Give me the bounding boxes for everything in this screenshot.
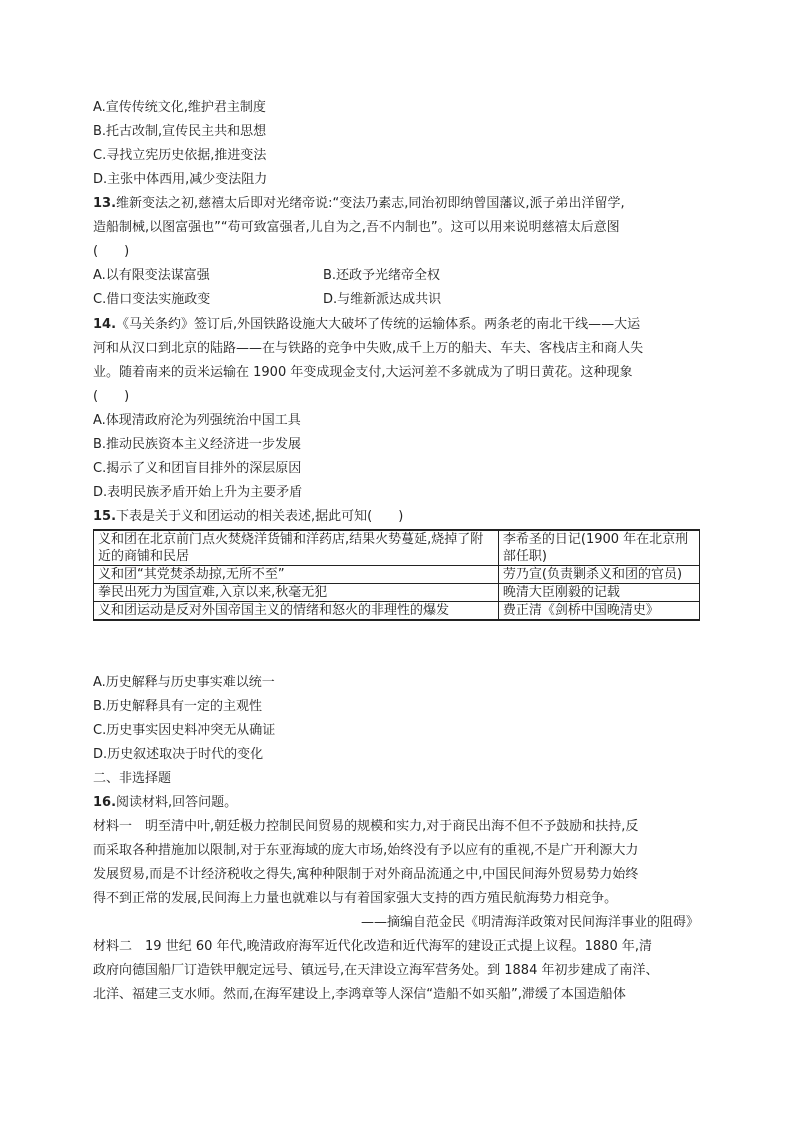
- table-row: [94, 584, 700, 602]
- material-1-label: 材料一: [93, 819, 133, 834]
- table-row: [94, 602, 700, 621]
- q15-option-b: B.历史解释具有一定的主观性: [93, 699, 263, 714]
- q14-stem-line2: 河和从汉口到北京的陆路——在与铁路的竞争中失败,成千上万的船夫、车夫、客栈店主和商人失: [93, 341, 644, 356]
- q14-answer-paren: ( ): [93, 389, 130, 404]
- q15-number: 15.: [93, 509, 117, 524]
- q13-number: 13.: [93, 196, 117, 211]
- material-1-source: ——摘编自范金民《明清海洋政策对民间海洋事业的阻碍》: [360, 915, 699, 930]
- q16-stem-text: 阅读材料,回答问题。: [116, 795, 238, 810]
- material-1-text: 明至清中叶,朝廷极力控制民间贸易的规模和实力,对于商民出海不但不予鼓励和扶持,反: [145, 819, 639, 834]
- table-cell-statement: 义和团“其党焚杀劫掠,无所不至”: [94, 566, 499, 584]
- q14-option-c: C.揭示了义和团盲目排外的深层原因: [93, 461, 302, 476]
- material-2-line3: 北洋、福建三支水师。然而,在海军建设上,李鸿章等人深信“造船不如买船”,滞缓了本国造船体: [93, 987, 626, 1002]
- q12-option-a: A.宣传传统文化,维护君主制度: [93, 100, 266, 115]
- q13-option-d: D.与维新派达成共识: [323, 292, 442, 307]
- table-cell-source: 李希圣的日记(1900 年在北京刑部任职): [498, 530, 699, 566]
- q14-stem-line3: 业。随着南来的贡米运输在 1900 年变成现金支付,大运河差不多就成为了明日黄花。这种现象: [93, 365, 633, 380]
- q14-stem-line1: [93, 313, 640, 337]
- q15-option-d: D.历史叙述取决于时代的变化: [93, 747, 264, 762]
- table-row: [94, 530, 700, 566]
- q13-option-b: B.还政予光绪帝全权: [323, 268, 441, 283]
- q14-option-d: D.表明民族矛盾开始上升为主要矛盾: [93, 485, 303, 500]
- q14-option-b: B.推动民族资本主义经济进一步发展: [93, 437, 302, 452]
- q16-number: 16.: [93, 795, 117, 810]
- q15-source-table: [93, 529, 700, 621]
- material-1-line4: 得不到正常的发展,民间海上力量也就难以与有着国家强大支持的西方殖民航海势力相竞争。: [93, 891, 618, 906]
- q12-option-d: D.主张中体西用,减少变法阻力: [93, 172, 268, 187]
- q13-option-c: C.借口变法实施政变: [93, 292, 211, 307]
- material-2-text: 19 世纪 60 年代,晚清政府海军近代化改造和近代海军的建设正式提上议程。1880 年,清: [145, 939, 652, 954]
- q14-stem-text: 《马关条约》签订后,外国铁路设施大大破坏了传统的运输体系。两条老的南北干线——大运: [116, 317, 641, 332]
- q12-option-c: C.寻找立宪历史依据,推进变法: [93, 148, 267, 163]
- q15-stem-text: 下表是关于义和团运动的相关表述,据此可知( ): [116, 509, 404, 524]
- table-cell-source: 晚清大臣刚毅的记载: [498, 584, 699, 602]
- q14-option-a: A.体现清政府沦为列强统治中国工具: [93, 413, 301, 428]
- table-cell-source: 劳乃宣(负责剿杀义和团的官员): [498, 566, 699, 584]
- material-2-line1: [93, 935, 652, 959]
- material-2-line2: 政府向德国船厂订造铁甲舰定远号、镇远号,在天津设立海军营务处。到 1884 年初步建成了南洋、: [93, 963, 659, 978]
- q12-option-b: B.托古改制,宣传民主共和思想: [93, 124, 267, 139]
- q13-answer-paren: ( ): [93, 244, 130, 259]
- table-cell-statement: 义和团运动是反对外国帝国主义的情绪和怒火的非理性的爆发: [94, 602, 499, 621]
- table-cell-statement: 义和团在北京前门点火焚烧洋货铺和洋药店,结果火势蔓延,烧掉了附近的商铺和民居: [94, 530, 499, 566]
- section-heading: 二、非选择题: [93, 771, 172, 786]
- q14-number: 14.: [93, 317, 117, 332]
- q13-stem-line2: 造船制械,以图富强也”“苟可致富强者,儿自为之,吾不内制也”。这可以用来说明慈禧太后意图: [93, 220, 620, 235]
- material-1-line1: [93, 815, 638, 839]
- material-1-line3: 发展贸易,而是不计经济税收之得失,寓种种限制于对外商品流通之中,中国民间海外贸易势力始终: [93, 867, 639, 882]
- material-2-label: 材料二: [93, 939, 133, 954]
- q15-option-a: A.历史解释与历史事实难以统一: [93, 675, 275, 690]
- q13-stem-line1: [93, 192, 625, 216]
- q13-stem-text: 维新变法之初,慈禧太后即对光绪帝说:“变法乃素志,同治初即纳曾国藩议,派子弟出洋留学,: [116, 196, 625, 211]
- table-row: [94, 566, 700, 584]
- q15-stem: [93, 505, 403, 529]
- table-cell-statement: 拳民出死力为国宣难,入京以来,秋毫无犯: [94, 584, 499, 602]
- q16-stem: [93, 791, 237, 815]
- material-1-line2: 而采取各种措施加以限制,对于东亚海域的庞大市场,始终没有予以应有的重视,不是广开利源大力: [93, 843, 639, 858]
- q15-option-c: C.历史事实因史料冲突无从确证: [93, 723, 276, 738]
- q13-option-a: A.以有限变法谋富强: [93, 268, 210, 283]
- table-cell-source: 费正清《剑桥中国晚清史》: [498, 602, 699, 621]
